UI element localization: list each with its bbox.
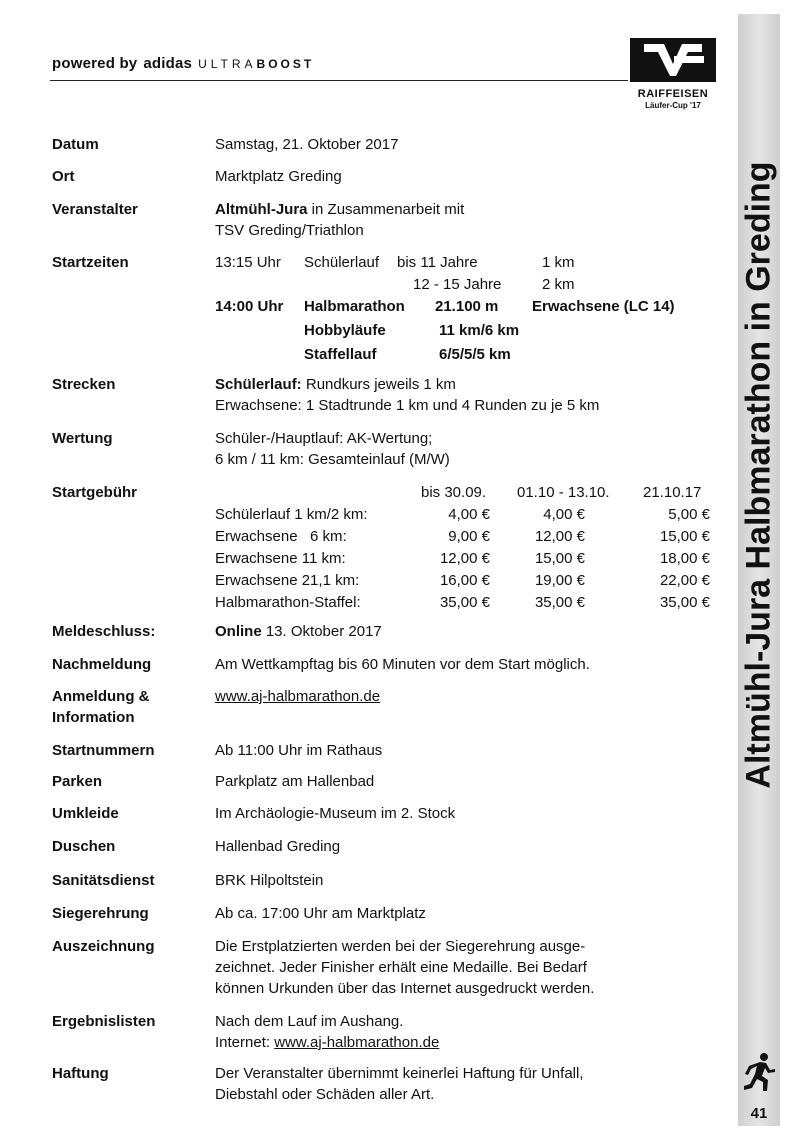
start-dist-5: 6/5/5/5 km: [439, 346, 511, 363]
start-cat-3: Erwachsene (LC 14): [532, 298, 675, 315]
page-number: 41: [750, 1105, 768, 1122]
label-datum: Datum: [52, 136, 99, 153]
fee-price: 9,00 €: [448, 528, 490, 545]
fee-item-name: Erwachsene 11 km:: [215, 550, 346, 567]
auszeichnung-line2: zeichnet. Jeder Finisher erhält eine Medaille. Bei Bedarf: [215, 959, 587, 976]
fee-item-name: Schülerlauf 1 km/2 km:: [215, 506, 368, 523]
start-dist-2: 2 km: [542, 276, 575, 293]
label-startgebuehr: Startgebühr: [52, 484, 138, 501]
value-datum: Samstag, 21. Oktober 2017: [215, 136, 399, 153]
adidas-text: adidas: [143, 55, 193, 72]
start-name-3: Halbmarathon: [304, 298, 405, 315]
raiffeisen-logo-icon: [630, 38, 716, 82]
start-time-3: 14:00 Uhr: [215, 298, 284, 315]
value-ergebnislisten: [215, 1011, 735, 1053]
value-ort: Marktplatz Greding: [215, 168, 342, 185]
row-startzeiten: [52, 252, 732, 362]
label-auszeichnung: Auszeichnung: [52, 938, 155, 955]
value-siegerehrung: Ab ca. 17:00 Uhr am Marktplatz: [215, 905, 426, 922]
wertung-line2: 6 km / 11 km: Gesamteinlauf (M/W): [215, 451, 450, 468]
value-haftung: [215, 1063, 735, 1105]
value-umkleide: Im Archäologie-Museum im 2. Stock: [215, 805, 456, 822]
start-age-1: bis 11 Jahre: [397, 254, 478, 271]
fee-item-name: Erwachsene 6 km:: [215, 528, 347, 545]
strecken-line2: Erwachsene: 1 Stadtrunde 1 km und 4 Runden zu je 5 km: [215, 397, 600, 414]
start-name-5: Staffellauf: [304, 346, 377, 363]
ergebnislisten-line1: Nach dem Lauf im Aushang.: [215, 1013, 404, 1030]
label-wertung: Wertung: [52, 430, 113, 447]
organizer-rest: in Zusammenarbeit mit: [307, 201, 465, 218]
header-divider: [50, 80, 628, 81]
value-strecken: [215, 374, 735, 416]
label-strecken: Strecken: [52, 376, 116, 393]
value-anmeldung: [215, 686, 735, 707]
fee-price: 35,00 €: [439, 594, 490, 611]
label-ergebnislisten: Ergebnislisten: [52, 1013, 156, 1030]
label-parken: Parken: [52, 773, 103, 790]
logo-raiffeisen-text: RAIFFEISEN: [637, 88, 709, 100]
value-auszeichnung: [215, 936, 735, 999]
auszeichnung-line1: Die Erstplatzierten werden bei der Siegerehrung ausge-: [215, 938, 586, 955]
value-meldeschluss: [215, 621, 735, 642]
fee-header-2: 01.10 - 13.10.: [517, 484, 610, 501]
fee-price: 4,00 €: [543, 506, 585, 523]
label-siegerehrung: Siegerehrung: [52, 905, 149, 922]
runner-icon: [740, 1052, 778, 1096]
label-nachmeldung: Nachmeldung: [52, 656, 152, 673]
fee-price: 35,00 €: [659, 594, 710, 611]
vertical-title: Altmühl-Jura Halbmarathon in Greding: [739, 161, 778, 789]
fee-price: 4,00 €: [448, 506, 490, 523]
fee-header-1: bis 30.09.: [421, 484, 487, 501]
start-name-1: Schülerlauf: [304, 254, 380, 271]
organizer-line2: TSV Greding/Triathlon: [215, 222, 364, 239]
fee-item-name: Erwachsene 21,1 km:: [215, 572, 360, 589]
meldeschluss-rest: 13. Oktober 2017: [261, 623, 382, 640]
value-wertung: [215, 428, 735, 470]
value-nachmeldung: Am Wettkampftag bis 60 Minuten vor dem Start möglich.: [215, 656, 590, 673]
label-veranstalter: Veranstalter: [52, 201, 138, 218]
value-veranstalter: [215, 199, 735, 241]
start-time-1: 13:15 Uhr: [215, 254, 281, 271]
ergebnislisten-link[interactable]: www.aj-halbmarathon.de: [274, 1034, 440, 1051]
boost-text: BOOST: [256, 57, 315, 71]
fee-price: 15,00 €: [659, 528, 710, 545]
label-anmeldung-line1: Anmeldung &: [52, 688, 150, 705]
label-meldeschluss: Meldeschluss:: [52, 623, 156, 640]
fee-price: 12,00 €: [534, 528, 585, 545]
logo-cup-text: Läufer-Cup '17: [645, 101, 701, 110]
haftung-line2: Diebstahl oder Schäden aller Art.: [215, 1086, 435, 1103]
label-haftung: Haftung: [52, 1065, 109, 1082]
fee-price: 18,00 €: [659, 550, 710, 567]
label-startnummern: Startnummern: [52, 742, 155, 759]
fee-price: 15,00 €: [534, 550, 585, 567]
fee-price: 19,00 €: [534, 572, 585, 589]
start-dist-4: 11 km/6 km: [439, 322, 520, 339]
label-duschen: Duschen: [52, 838, 116, 855]
row-startgebuehr: [52, 482, 732, 612]
fee-price: 12,00 €: [439, 550, 490, 567]
label-sanitaet: Sanitätsdienst: [52, 872, 155, 889]
ergebnislisten-prefix: Internet:: [215, 1034, 275, 1051]
value-parken: Parkplatz am Hallenbad: [215, 773, 375, 790]
haftung-line1: Der Veranstalter übernimmt keinerlei Haftung für Unfall,: [215, 1065, 584, 1082]
label-startzeiten: Startzeiten: [52, 254, 129, 271]
value-startnummern: Ab 11:00 Uhr im Rathaus: [215, 742, 383, 759]
value-duschen: Hallenbad Greding: [215, 838, 341, 855]
start-dist-1: 1 km: [542, 254, 575, 271]
fee-price: 5,00 €: [668, 506, 710, 523]
fee-price: 35,00 €: [534, 594, 585, 611]
label-ort: Ort: [52, 168, 75, 185]
ultra-text: ULTRA: [198, 57, 257, 71]
fee-price: 22,00 €: [659, 572, 710, 589]
meldeschluss-bold: Online: [215, 623, 262, 640]
anmeldung-link[interactable]: www.aj-halbmarathon.de: [215, 688, 381, 705]
start-name-4: Hobbyläufe: [304, 322, 386, 339]
powered-by-text: powered by: [52, 55, 138, 72]
label-umkleide: Umkleide: [52, 805, 119, 822]
start-dist-3: 21.100 m: [435, 298, 499, 315]
label-anmeldung-line2: Information: [52, 709, 135, 726]
fee-price: 16,00 €: [439, 572, 490, 589]
start-age-2: 12 - 15 Jahre: [413, 276, 502, 293]
strecken-rest: Rundkurs jeweils 1 km: [301, 376, 456, 393]
wertung-line1: Schüler-/Hauptlauf: AK-Wertung;: [215, 430, 433, 447]
label-anmeldung: [52, 686, 212, 728]
fee-item-name: Halbmarathon-Staffel:: [215, 594, 361, 611]
strecken-bold: Schülerlauf:: [215, 376, 302, 393]
value-sanitaet: BRK Hilpoltstein: [215, 872, 324, 889]
fee-header-3: 21.10.17: [643, 484, 702, 501]
organizer-name: Altmühl-Jura: [215, 201, 308, 218]
header-sponsor: [52, 55, 314, 72]
auszeichnung-line3: können Urkunden über das Internet ausgedruckt werden.: [215, 980, 595, 997]
